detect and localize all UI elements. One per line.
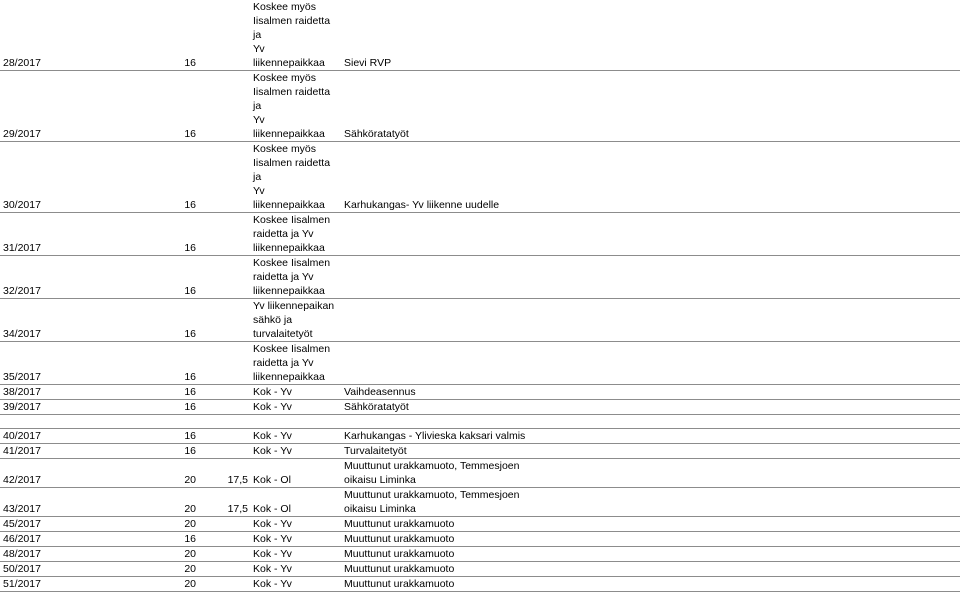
work-cell: [341, 517, 591, 532]
work-cell: [341, 532, 591, 547]
work-line: Muuttunut urakkamuoto: [344, 563, 455, 575]
empty-cell: [591, 488, 960, 517]
week-cell: 48/2017: [0, 547, 93, 562]
week-cell: 32/2017: [0, 256, 93, 299]
count-cell: 16: [93, 71, 198, 142]
km-cell: [198, 299, 250, 342]
section-cell: [250, 299, 341, 342]
work-cell: [341, 71, 591, 142]
section-cell: [250, 0, 341, 71]
work-cell: [341, 415, 591, 429]
km-cell: [198, 577, 250, 592]
empty-cell: [591, 459, 960, 488]
table-row: [0, 385, 960, 400]
empty-cell: [591, 256, 960, 299]
section-cell: [250, 444, 341, 459]
table-row: [0, 0, 960, 71]
work-line: Sähköratatyöt: [344, 128, 409, 140]
section-line: Kok - Yv: [253, 563, 292, 575]
table-row: [0, 562, 960, 577]
count-cell: 16: [93, 142, 198, 213]
work-cell: [341, 256, 591, 299]
work-cell: [341, 459, 591, 488]
table-row: [0, 547, 960, 562]
empty-cell: [591, 444, 960, 459]
table-row: [0, 488, 960, 517]
section-line: raidetta ja Yv: [253, 271, 314, 283]
work-cell: [341, 400, 591, 415]
section-cell: [250, 532, 341, 547]
empty-cell: [591, 142, 960, 213]
work-cell: [341, 444, 591, 459]
km-cell: [198, 142, 250, 213]
section-cell: [250, 342, 341, 385]
section-line: Kok - Yv: [253, 578, 292, 590]
count-cell: 20: [93, 488, 198, 517]
count-cell: [93, 415, 198, 429]
empty-cell: [591, 0, 960, 71]
work-line: Muuttunut urakkamuoto: [344, 518, 455, 530]
week-cell: 50/2017: [0, 562, 93, 577]
table-row: [0, 532, 960, 547]
empty-cell: [591, 71, 960, 142]
week-cell: 41/2017: [0, 444, 93, 459]
km-cell: [198, 547, 250, 562]
section-line: sähkö ja: [253, 314, 293, 326]
count-cell: 16: [93, 532, 198, 547]
section-line: turvalaitetyöt: [253, 328, 313, 340]
table-row: [0, 400, 960, 415]
table-row: [0, 342, 960, 385]
table-row: [0, 517, 960, 532]
section-line: liikennepaikkaa: [253, 371, 325, 383]
work-line: Karhukangas- Yv liikenne uudelle: [344, 199, 500, 211]
work-cell: [341, 142, 591, 213]
section-line: liikennepaikkaa: [253, 285, 325, 297]
section-line: raidetta ja Yv: [253, 228, 314, 240]
work-line: Turvalaitetyöt: [344, 445, 407, 457]
section-line: Iisalmen raidetta ja: [253, 86, 331, 112]
km-cell: [198, 562, 250, 577]
section-cell: [250, 577, 341, 592]
week-cell: 39/2017: [0, 400, 93, 415]
table-row: [0, 256, 960, 299]
week-cell: 51/2017: [0, 577, 93, 592]
work-cell: [341, 385, 591, 400]
work-line: Sähköratatyöt: [344, 401, 409, 413]
empty-cell: [591, 517, 960, 532]
section-cell: [250, 488, 341, 517]
empty-cell: [591, 547, 960, 562]
section-line: Koskee Iisalmen: [253, 343, 331, 355]
empty-cell: [591, 400, 960, 415]
count-cell: 20: [93, 547, 198, 562]
empty-cell: [591, 342, 960, 385]
section-line: Koskee myös: [253, 72, 317, 84]
work-cell: [341, 488, 591, 517]
work-line: oikaisu Liminka: [344, 503, 416, 515]
work-line: Muuttunut urakkamuoto: [344, 533, 455, 545]
km-cell: [198, 429, 250, 444]
work-line: Vaihdeasennus: [344, 386, 416, 398]
km-cell: [198, 71, 250, 142]
work-cell: [341, 213, 591, 256]
work-cell: [341, 299, 591, 342]
section-line: liikennepaikkaa: [253, 242, 325, 254]
empty-cell: [591, 385, 960, 400]
count-cell: 20: [93, 577, 198, 592]
work-line: Muuttunut urakkamuoto: [344, 548, 455, 560]
section-line: raidetta ja Yv: [253, 357, 314, 369]
work-cell: [341, 562, 591, 577]
table-row: [0, 299, 960, 342]
km-cell: [198, 385, 250, 400]
work-cell: [341, 429, 591, 444]
section-cell: [250, 429, 341, 444]
section-line: Kok - Yv: [253, 548, 292, 560]
table-row: [0, 415, 960, 429]
work-line: Muuttunut urakkamuoto: [344, 578, 455, 590]
work-line: Muuttunut urakkamuoto, Temmesjoen: [344, 460, 520, 472]
km-cell: 17,5: [198, 459, 250, 488]
section-line: Kok - Yv: [253, 445, 292, 457]
km-cell: [198, 0, 250, 71]
km-cell: [198, 213, 250, 256]
work-line: Muuttunut urakkamuoto, Temmesjoen: [344, 489, 520, 501]
table-row: [0, 429, 960, 444]
section-cell: [250, 142, 341, 213]
count-cell: 16: [93, 429, 198, 444]
work-line: oikaisu Liminka: [344, 474, 416, 486]
table-row: [0, 142, 960, 213]
section-line: Iisalmen raidetta ja: [253, 157, 331, 183]
section-line: Kok - Yv: [253, 430, 292, 442]
work-line: Sievi RVP: [344, 57, 392, 69]
km-cell: [198, 517, 250, 532]
section-line: Yv liikennepaikkaa: [253, 43, 325, 69]
section-line: Yv liikennepaikan: [253, 300, 335, 312]
empty-cell: [591, 532, 960, 547]
table-row: [0, 577, 960, 592]
km-cell: [198, 415, 250, 429]
week-cell: 45/2017: [0, 517, 93, 532]
section-cell: [250, 562, 341, 577]
km-cell: [198, 342, 250, 385]
count-cell: 16: [93, 299, 198, 342]
week-cell: 29/2017: [0, 71, 93, 142]
km-cell: 17,5: [198, 488, 250, 517]
empty-cell: [591, 415, 960, 429]
km-cell: [198, 444, 250, 459]
section-line: Kok - Ol: [253, 474, 291, 486]
section-line: Koskee myös: [253, 143, 317, 155]
section-line: Kok - Yv: [253, 518, 292, 530]
week-cell: 35/2017: [0, 342, 93, 385]
count-cell: 16: [93, 256, 198, 299]
work-cell: [341, 577, 591, 592]
week-cell: 34/2017: [0, 299, 93, 342]
count-cell: 20: [93, 517, 198, 532]
section-line: Yv liikennepaikkaa: [253, 185, 325, 211]
empty-cell: [591, 213, 960, 256]
section-line: Kok - Yv: [253, 533, 292, 545]
km-cell: [198, 400, 250, 415]
empty-cell: [591, 577, 960, 592]
week-cell: 43/2017: [0, 488, 93, 517]
work-cell: [341, 342, 591, 385]
section-cell: [250, 400, 341, 415]
section-cell: [250, 256, 341, 299]
week-cell: 46/2017: [0, 532, 93, 547]
section-line: Koskee Iisalmen: [253, 257, 331, 269]
count-cell: 16: [93, 444, 198, 459]
week-cell: 40/2017: [0, 429, 93, 444]
count-cell: 20: [93, 459, 198, 488]
week-cell: 31/2017: [0, 213, 93, 256]
section-cell: [250, 547, 341, 562]
work-line: Karhukangas - Ylivieska kaksari valmis: [344, 430, 526, 442]
week-cell: 28/2017: [0, 0, 93, 71]
count-cell: 16: [93, 385, 198, 400]
section-cell: [250, 459, 341, 488]
week-cell: 42/2017: [0, 459, 93, 488]
empty-cell: [591, 299, 960, 342]
section-line: Kok - Yv: [253, 386, 292, 398]
count-cell: 16: [93, 213, 198, 256]
section-cell: [250, 385, 341, 400]
section-line: Kok - Ol: [253, 503, 291, 515]
empty-cell: [591, 562, 960, 577]
work-cell: [341, 547, 591, 562]
table-row: [0, 71, 960, 142]
section-line: Yv liikennepaikkaa: [253, 114, 325, 140]
section-line: Iisalmen raidetta ja: [253, 15, 331, 41]
table-row: [0, 213, 960, 256]
work-cell: [341, 0, 591, 71]
week-cell: 38/2017: [0, 385, 93, 400]
count-cell: 20: [93, 562, 198, 577]
section-line: Kok - Yv: [253, 401, 292, 413]
table-row: [0, 444, 960, 459]
km-cell: [198, 532, 250, 547]
section-line: Koskee Iisalmen: [253, 214, 331, 226]
km-cell: [198, 256, 250, 299]
section-cell: [250, 517, 341, 532]
week-cell: 30/2017: [0, 142, 93, 213]
section-cell: [250, 415, 341, 429]
section-cell: [250, 213, 341, 256]
section-line: Koskee myös: [253, 1, 317, 13]
count-cell: 16: [93, 342, 198, 385]
empty-cell: [591, 429, 960, 444]
week-cell: [0, 415, 93, 429]
count-cell: 16: [93, 400, 198, 415]
table-row: [0, 459, 960, 488]
count-cell: 16: [93, 0, 198, 71]
section-cell: [250, 71, 341, 142]
